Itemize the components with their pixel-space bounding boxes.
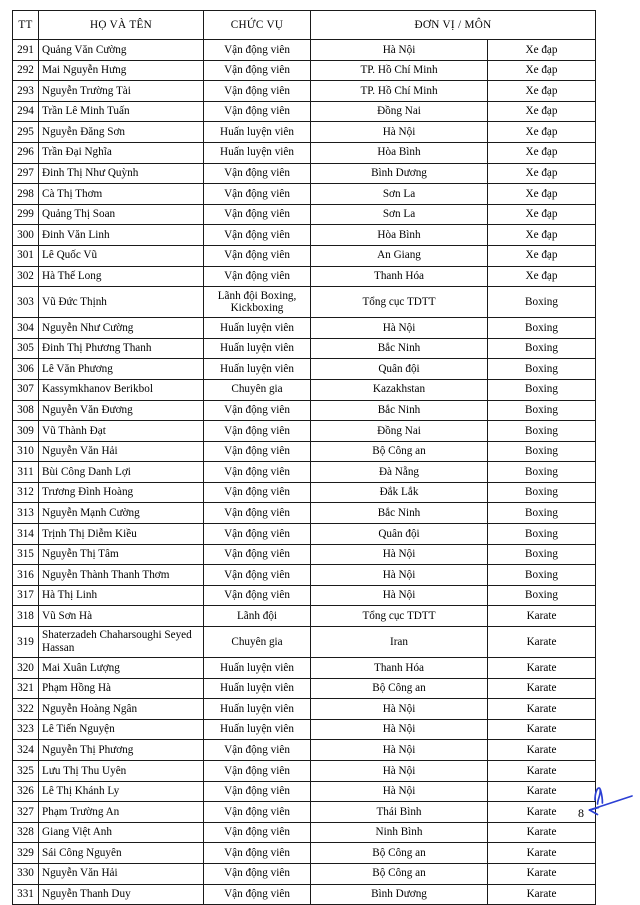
cell-name: Trần Lê Minh Tuấn bbox=[39, 101, 204, 122]
cell-unit: Ninh Bình bbox=[311, 822, 488, 843]
cell-unit: Hòa Bình bbox=[311, 225, 488, 246]
cell-name: Nguyễn Hoàng Ngân bbox=[39, 699, 204, 720]
cell-tt: 321 bbox=[13, 678, 39, 699]
cell-role: Huấn luyện viên bbox=[204, 699, 311, 720]
cell-unit: Bắc Ninh bbox=[311, 503, 488, 524]
cell-role: Huấn luyện viên bbox=[204, 122, 311, 143]
cell-name: Nguyễn Văn Hải bbox=[39, 441, 204, 462]
cell-tt: 325 bbox=[13, 761, 39, 782]
cell-tt: 320 bbox=[13, 658, 39, 679]
table-row bbox=[13, 245, 596, 266]
cell-unit: Bộ Công an bbox=[311, 843, 488, 864]
cell-sport: Boxing bbox=[488, 359, 596, 380]
cell-tt: 296 bbox=[13, 142, 39, 163]
cell-name: Lê Tiến Nguyện bbox=[39, 719, 204, 740]
cell-unit: Bộ Công an bbox=[311, 863, 488, 884]
cell-sport: Xe đạp bbox=[488, 225, 596, 246]
cell-name: Đinh Văn Linh bbox=[39, 225, 204, 246]
cell-sport: Boxing bbox=[488, 524, 596, 545]
cell-unit: Hà Nội bbox=[311, 719, 488, 740]
table-row bbox=[13, 204, 596, 225]
table-row bbox=[13, 822, 596, 843]
cell-tt: 314 bbox=[13, 524, 39, 545]
cell-unit: Hà Nội bbox=[311, 318, 488, 339]
cell-tt: 303 bbox=[13, 287, 39, 318]
table-row bbox=[13, 400, 596, 421]
cell-sport: Karate bbox=[488, 719, 596, 740]
cell-sport: Boxing bbox=[488, 544, 596, 565]
cell-name: Phạm Hồng Hà bbox=[39, 678, 204, 699]
cell-unit: Hà Nội bbox=[311, 122, 488, 143]
cell-sport: Boxing bbox=[488, 565, 596, 586]
cell-name: Bùi Công Danh Lợi bbox=[39, 462, 204, 483]
cell-name: Đinh Thị Như Quỳnh bbox=[39, 163, 204, 184]
cell-sport: Boxing bbox=[488, 318, 596, 339]
table-header-row bbox=[13, 11, 596, 40]
cell-unit: Tổng cục TDTT bbox=[311, 606, 488, 627]
cell-role: Vận động viên bbox=[204, 245, 311, 266]
table-row bbox=[13, 482, 596, 503]
cell-name: Đinh Thị Phương Thanh bbox=[39, 338, 204, 359]
cell-tt: 310 bbox=[13, 441, 39, 462]
cell-sport: Boxing bbox=[488, 585, 596, 606]
cell-tt: 318 bbox=[13, 606, 39, 627]
table-row bbox=[13, 318, 596, 339]
cell-role: Huấn luyện viên bbox=[204, 359, 311, 380]
table-row bbox=[13, 359, 596, 380]
cell-unit: Sơn La bbox=[311, 184, 488, 205]
table-row bbox=[13, 60, 596, 81]
page-number: 8 bbox=[578, 806, 584, 820]
cell-sport: Xe đạp bbox=[488, 163, 596, 184]
cell-tt: 313 bbox=[13, 503, 39, 524]
cell-unit: Hòa Bình bbox=[311, 142, 488, 163]
cell-name: Giang Việt Anh bbox=[39, 822, 204, 843]
cell-sport: Xe đạp bbox=[488, 204, 596, 225]
cell-sport: Xe đạp bbox=[488, 60, 596, 81]
cell-sport: Boxing bbox=[488, 421, 596, 442]
table-row bbox=[13, 122, 596, 143]
table-row bbox=[13, 142, 596, 163]
cell-tt: 307 bbox=[13, 379, 39, 400]
cell-role: Vận động viên bbox=[204, 544, 311, 565]
cell-sport: Boxing bbox=[488, 287, 596, 318]
cell-tt: 309 bbox=[13, 421, 39, 442]
table-row bbox=[13, 740, 596, 761]
cell-name: Cà Thị Thơm bbox=[39, 184, 204, 205]
cell-tt: 311 bbox=[13, 462, 39, 483]
cell-role: Vận động viên bbox=[204, 761, 311, 782]
cell-tt: 316 bbox=[13, 565, 39, 586]
cell-sport: Xe đạp bbox=[488, 101, 596, 122]
cell-unit: Iran bbox=[311, 627, 488, 658]
table-row bbox=[13, 565, 596, 586]
cell-tt: 306 bbox=[13, 359, 39, 380]
cell-unit: Thanh Hóa bbox=[311, 658, 488, 679]
cell-sport: Boxing bbox=[488, 400, 596, 421]
column-header-role: CHỨC VỤ bbox=[204, 11, 311, 40]
cell-name: Vũ Đức Thịnh bbox=[39, 287, 204, 318]
cell-unit: Hà Nội bbox=[311, 565, 488, 586]
table-row bbox=[13, 627, 596, 658]
cell-sport: Xe đạp bbox=[488, 142, 596, 163]
cell-unit: Hà Nội bbox=[311, 761, 488, 782]
cell-name: Trần Đại Nghĩa bbox=[39, 142, 204, 163]
column-header-unit-sport: ĐƠN VỊ / MÔN bbox=[311, 11, 596, 40]
cell-tt: 292 bbox=[13, 60, 39, 81]
table-row bbox=[13, 678, 596, 699]
column-header-name: HỌ VÀ TÊN bbox=[39, 11, 204, 40]
cell-role: Vận động viên bbox=[204, 225, 311, 246]
cell-tt: 326 bbox=[13, 781, 39, 802]
cell-name: Nguyễn Văn Hải bbox=[39, 863, 204, 884]
cell-unit: An Giang bbox=[311, 245, 488, 266]
cell-role: Vận động viên bbox=[204, 163, 311, 184]
cell-name: Nguyễn Như Cường bbox=[39, 318, 204, 339]
cell-role: Vận động viên bbox=[204, 822, 311, 843]
cell-name: Nguyễn Trường Tài bbox=[39, 81, 204, 102]
cell-sport: Karate bbox=[488, 627, 596, 658]
cell-name: Nguyễn Thị Tâm bbox=[39, 544, 204, 565]
cell-name: Nguyễn Đăng Sơn bbox=[39, 122, 204, 143]
cell-tt: 305 bbox=[13, 338, 39, 359]
cell-unit: Đồng Nai bbox=[311, 421, 488, 442]
cell-unit: Quân đội bbox=[311, 524, 488, 545]
cell-unit: Tổng cục TDTT bbox=[311, 287, 488, 318]
cell-tt: 312 bbox=[13, 482, 39, 503]
cell-sport: Karate bbox=[488, 678, 596, 699]
cell-unit: Hà Nội bbox=[311, 40, 488, 61]
cell-sport: Karate bbox=[488, 822, 596, 843]
cell-tt: 295 bbox=[13, 122, 39, 143]
cell-sport: Xe đạp bbox=[488, 40, 596, 61]
cell-tt: 304 bbox=[13, 318, 39, 339]
cell-tt: 300 bbox=[13, 225, 39, 246]
cell-tt: 324 bbox=[13, 740, 39, 761]
cell-role: Huấn luyện viên bbox=[204, 142, 311, 163]
cell-name: Vũ Thành Đạt bbox=[39, 421, 204, 442]
cell-tt: 291 bbox=[13, 40, 39, 61]
cell-role: Vận động viên bbox=[204, 524, 311, 545]
cell-name: Vũ Sơn Hà bbox=[39, 606, 204, 627]
cell-tt: 299 bbox=[13, 204, 39, 225]
cell-sport: Boxing bbox=[488, 503, 596, 524]
cell-role: Lãnh đội Boxing, Kickboxing bbox=[204, 287, 311, 318]
cell-name: Shaterzadeh Chaharsoughi Seyed Hassan bbox=[39, 627, 204, 658]
cell-role: Vận động viên bbox=[204, 585, 311, 606]
cell-name: Phạm Trường An bbox=[39, 802, 204, 823]
cell-role: Vận động viên bbox=[204, 863, 311, 884]
cell-name: Kassymkhanov Berikbol bbox=[39, 379, 204, 400]
table-row bbox=[13, 287, 596, 318]
cell-role: Vận động viên bbox=[204, 740, 311, 761]
cell-unit: Hà Nội bbox=[311, 585, 488, 606]
cell-role: Chuyên gia bbox=[204, 627, 311, 658]
table-row bbox=[13, 585, 596, 606]
cell-role: Vận động viên bbox=[204, 462, 311, 483]
table-row bbox=[13, 699, 596, 720]
cell-role: Vận động viên bbox=[204, 421, 311, 442]
cell-role: Vận động viên bbox=[204, 101, 311, 122]
cell-sport: Karate bbox=[488, 699, 596, 720]
cell-name: Quảng Văn Cường bbox=[39, 40, 204, 61]
cell-unit: Hà Nội bbox=[311, 544, 488, 565]
cell-tt: 298 bbox=[13, 184, 39, 205]
cell-unit: Đắk Lắk bbox=[311, 482, 488, 503]
cell-role: Vận động viên bbox=[204, 802, 311, 823]
cell-role: Vận động viên bbox=[204, 60, 311, 81]
cell-name: Trịnh Thị Diễm Kiều bbox=[39, 524, 204, 545]
cell-sport: Xe đạp bbox=[488, 81, 596, 102]
delegation-roster-table bbox=[12, 10, 596, 905]
cell-tt: 301 bbox=[13, 245, 39, 266]
table-row bbox=[13, 184, 596, 205]
table-row bbox=[13, 761, 596, 782]
cell-name: Hà Thế Long bbox=[39, 266, 204, 287]
cell-unit: Đồng Nai bbox=[311, 101, 488, 122]
cell-sport: Xe đạp bbox=[488, 122, 596, 143]
cell-role: Vận động viên bbox=[204, 884, 311, 905]
cell-sport: Boxing bbox=[488, 338, 596, 359]
cell-unit: Bắc Ninh bbox=[311, 338, 488, 359]
cell-role: Vận động viên bbox=[204, 184, 311, 205]
cell-name: Nguyễn Thị Phương bbox=[39, 740, 204, 761]
cell-tt: 297 bbox=[13, 163, 39, 184]
cell-sport: Karate bbox=[488, 802, 596, 823]
cell-tt: 329 bbox=[13, 843, 39, 864]
table-row bbox=[13, 462, 596, 483]
table-row bbox=[13, 658, 596, 679]
cell-sport: Karate bbox=[488, 606, 596, 627]
cell-sport: Boxing bbox=[488, 441, 596, 462]
table-row bbox=[13, 606, 596, 627]
table-row bbox=[13, 81, 596, 102]
cell-role: Vận động viên bbox=[204, 503, 311, 524]
cell-tt: 331 bbox=[13, 884, 39, 905]
cell-sport: Karate bbox=[488, 781, 596, 802]
cell-tt: 302 bbox=[13, 266, 39, 287]
cell-name: Trương Đình Hoàng bbox=[39, 482, 204, 503]
cell-role: Huấn luyện viên bbox=[204, 678, 311, 699]
cell-name: Nguyễn Văn Đương bbox=[39, 400, 204, 421]
cell-unit: Hà Nội bbox=[311, 740, 488, 761]
cell-tt: 327 bbox=[13, 802, 39, 823]
cell-tt: 315 bbox=[13, 544, 39, 565]
cell-unit: Bộ Công an bbox=[311, 678, 488, 699]
table-row bbox=[13, 40, 596, 61]
cell-sport: Xe đạp bbox=[488, 266, 596, 287]
table-row bbox=[13, 863, 596, 884]
table-row bbox=[13, 802, 596, 823]
cell-role: Huấn luyện viên bbox=[204, 318, 311, 339]
cell-unit: Hà Nội bbox=[311, 781, 488, 802]
cell-unit: Bắc Ninh bbox=[311, 400, 488, 421]
table-row bbox=[13, 719, 596, 740]
table-row bbox=[13, 843, 596, 864]
table-row bbox=[13, 101, 596, 122]
cell-role: Lãnh đội bbox=[204, 606, 311, 627]
table-row bbox=[13, 266, 596, 287]
cell-unit: Bình Dương bbox=[311, 163, 488, 184]
cell-tt: 322 bbox=[13, 699, 39, 720]
cell-tt: 308 bbox=[13, 400, 39, 421]
table-row bbox=[13, 884, 596, 905]
table-row bbox=[13, 503, 596, 524]
cell-tt: 330 bbox=[13, 863, 39, 884]
cell-role: Vận động viên bbox=[204, 781, 311, 802]
table-row bbox=[13, 338, 596, 359]
cell-role: Huấn luyện viên bbox=[204, 658, 311, 679]
cell-name: Lưu Thị Thu Uyên bbox=[39, 761, 204, 782]
cell-role: Chuyên gia bbox=[204, 379, 311, 400]
cell-role: Huấn luyện viên bbox=[204, 338, 311, 359]
cell-name: Mai Xuân Lượng bbox=[39, 658, 204, 679]
table-row bbox=[13, 781, 596, 802]
cell-name: Nguyễn Thanh Duy bbox=[39, 884, 204, 905]
cell-sport: Boxing bbox=[488, 482, 596, 503]
cell-sport: Boxing bbox=[488, 379, 596, 400]
cell-name: Nguyễn Thành Thanh Thơm bbox=[39, 565, 204, 586]
table-header bbox=[13, 11, 596, 40]
cell-role: Vận động viên bbox=[204, 565, 311, 586]
table-row bbox=[13, 225, 596, 246]
cell-tt: 293 bbox=[13, 81, 39, 102]
cell-role: Vận động viên bbox=[204, 81, 311, 102]
cell-role: Vận động viên bbox=[204, 40, 311, 61]
cell-sport: Boxing bbox=[488, 462, 596, 483]
table-body bbox=[13, 40, 596, 905]
cell-tt: 328 bbox=[13, 822, 39, 843]
cell-unit: Bình Dương bbox=[311, 884, 488, 905]
cell-name: Hà Thị Linh bbox=[39, 585, 204, 606]
cell-name: Sái Công Nguyên bbox=[39, 843, 204, 864]
cell-unit: TP. Hồ Chí Minh bbox=[311, 60, 488, 81]
cell-sport: Karate bbox=[488, 843, 596, 864]
cell-tt: 317 bbox=[13, 585, 39, 606]
cell-role: Vận động viên bbox=[204, 843, 311, 864]
cell-role: Vận động viên bbox=[204, 441, 311, 462]
column-header-tt: TT bbox=[13, 11, 39, 40]
cell-unit: TP. Hồ Chí Minh bbox=[311, 81, 488, 102]
cell-tt: 319 bbox=[13, 627, 39, 658]
cell-unit: Quân đội bbox=[311, 359, 488, 380]
cell-sport: Karate bbox=[488, 761, 596, 782]
cell-role: Vận động viên bbox=[204, 400, 311, 421]
cell-sport: Karate bbox=[488, 884, 596, 905]
cell-role: Vận động viên bbox=[204, 482, 311, 503]
table-row bbox=[13, 524, 596, 545]
cell-sport: Xe đạp bbox=[488, 245, 596, 266]
cell-unit: Sơn La bbox=[311, 204, 488, 225]
cell-sport: Xe đạp bbox=[488, 184, 596, 205]
cell-name: Lê Quốc Vũ bbox=[39, 245, 204, 266]
cell-unit: Thanh Hóa bbox=[311, 266, 488, 287]
table-row bbox=[13, 441, 596, 462]
cell-unit: Thái Bình bbox=[311, 802, 488, 823]
cell-sport: Karate bbox=[488, 863, 596, 884]
cell-role: Vận động viên bbox=[204, 266, 311, 287]
cell-name: Lê Văn Phương bbox=[39, 359, 204, 380]
cell-unit: Bộ Công an bbox=[311, 441, 488, 462]
cell-sport: Karate bbox=[488, 740, 596, 761]
table-row bbox=[13, 421, 596, 442]
cell-name: Quảng Thị Soan bbox=[39, 204, 204, 225]
table-row bbox=[13, 544, 596, 565]
table-row bbox=[13, 163, 596, 184]
cell-name: Lê Thị Khánh Ly bbox=[39, 781, 204, 802]
cell-role: Huấn luyện viên bbox=[204, 719, 311, 740]
cell-tt: 294 bbox=[13, 101, 39, 122]
cell-unit: Hà Nội bbox=[311, 699, 488, 720]
cell-unit: Kazakhstan bbox=[311, 379, 488, 400]
cell-unit: Đà Nẵng bbox=[311, 462, 488, 483]
cell-role: Vận động viên bbox=[204, 204, 311, 225]
cell-sport: Karate bbox=[488, 658, 596, 679]
table-row bbox=[13, 379, 596, 400]
cell-name: Mai Nguyễn Hưng bbox=[39, 60, 204, 81]
cell-tt: 323 bbox=[13, 719, 39, 740]
cell-name: Nguyễn Mạnh Cường bbox=[39, 503, 204, 524]
